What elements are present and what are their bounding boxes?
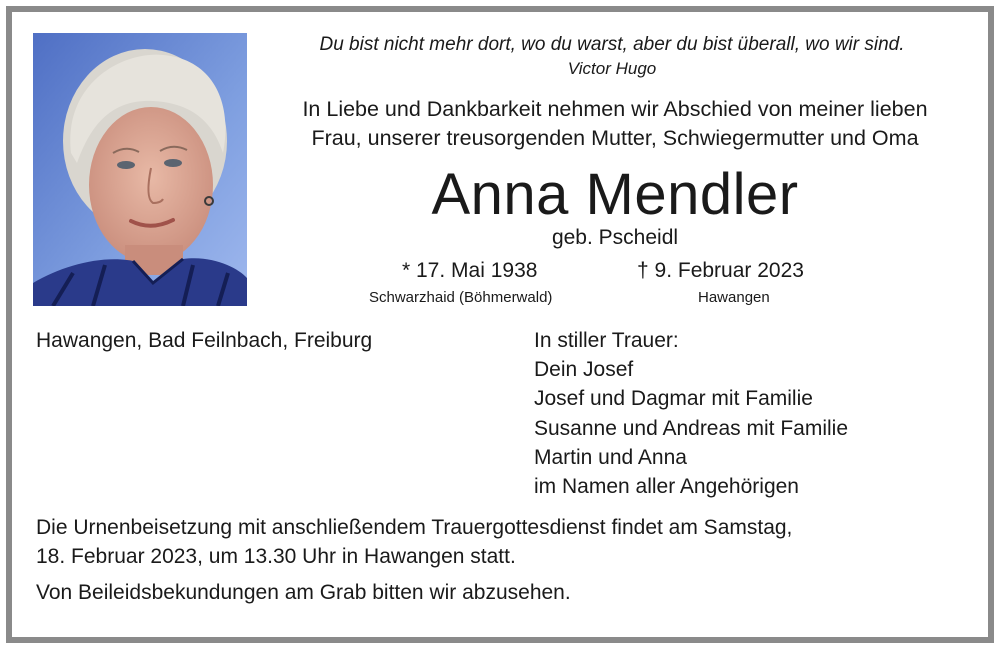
mourner-item: Susanne und Andreas mit Familie	[534, 416, 849, 440]
mourners-heading: In stiller Trauer:	[534, 329, 679, 352]
mourner-item: im Namen aller Angehörigen	[534, 474, 799, 498]
mourner-item: Josef und Dagmar mit Familie	[534, 387, 813, 411]
funeral-line-1: Die Urnenbeisetzung mit anschließendem Trauergottesdienst findet am Samstag,	[36, 516, 793, 539]
mourner-item: Martin und Anna	[534, 445, 687, 469]
family-locations: Hawangen, Bad Feilnbach, Freiburg	[36, 329, 373, 352]
death-place: Hawangen	[698, 289, 770, 306]
funeral-line-2: 18. Februar 2023, um 13.30 Uhr in Hawangen statt.	[36, 545, 516, 568]
mourner-item: Dein Josef	[534, 358, 634, 382]
condolence-note: Von Beileidsbekundungen am Grab bitten wir abzusehen.	[36, 581, 571, 604]
maiden-name: geb. Pscheidl	[551, 226, 679, 249]
funeral-notice	[36, 513, 916, 571]
birth-place: Schwarzhaid (Böhmerwald)	[369, 289, 553, 306]
deceased-name: Anna Mendler	[431, 162, 799, 227]
intro-line-2: Frau, unserer treusorgenden Mutter, Schwiegermutter und Oma	[311, 126, 919, 150]
intro-line-1: In Liebe und Dankbarkeit nehmen wir Abschied von meiner lieben	[302, 97, 928, 121]
quote-author: Victor Hugo	[567, 59, 657, 78]
birth-date: * 17. Mai 1938	[402, 259, 538, 282]
quote-text: Du bist nicht mehr dort, wo du warst, aber du bist überall, wo wir sind.	[319, 34, 905, 55]
mourners-list	[534, 326, 848, 501]
portrait-photo	[33, 33, 247, 306]
death-date: † 9. Februar 2023	[637, 259, 804, 282]
intro-text	[262, 95, 968, 153]
